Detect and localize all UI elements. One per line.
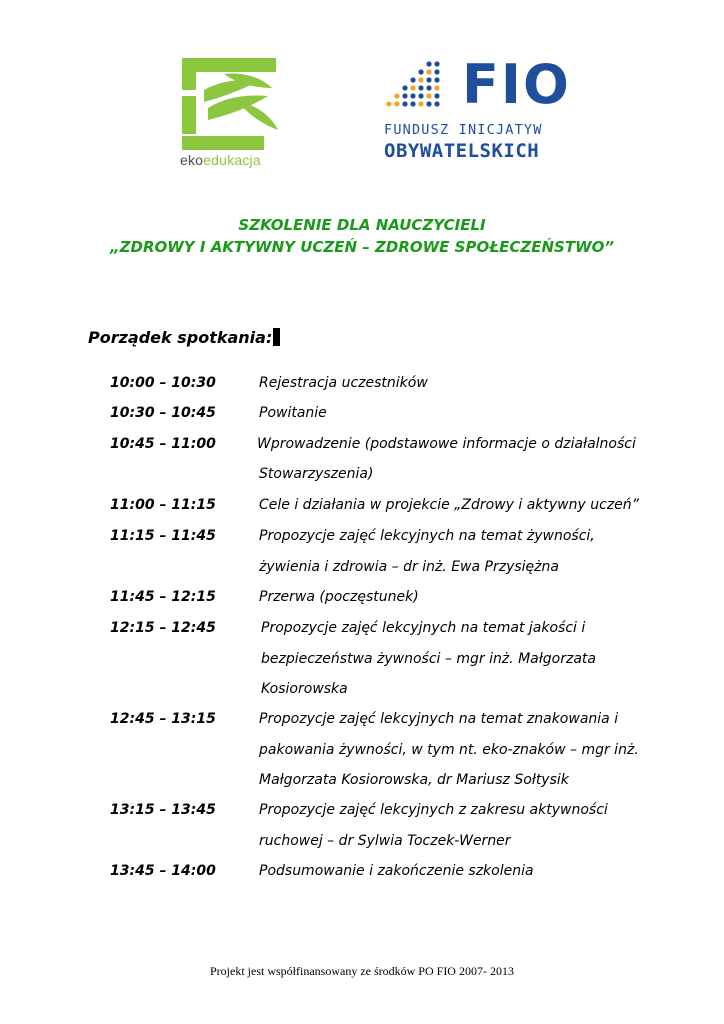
agenda-item-time: 10:30 – 10:45 bbox=[110, 405, 216, 421]
agenda-item-line: Kosiorowska bbox=[261, 681, 348, 697]
agenda-item-line: Stowarzyszenia) bbox=[259, 466, 374, 482]
agenda-item-line: Podsumowanie i zakończenie szkolenia bbox=[259, 863, 534, 879]
agenda-item-line: żywienia i zdrowia – dr inż. Ewa Przysiężna bbox=[259, 559, 559, 575]
agenda-item-line: Powitanie bbox=[259, 405, 327, 421]
fio-dots-icon bbox=[383, 60, 463, 110]
agenda-item-time: 13:45 – 14:00 bbox=[110, 863, 216, 879]
agenda-item-line: Propozycje zajęć lekcyjnych na temat jakości i bbox=[261, 620, 586, 636]
agenda-heading-text: Porządek spotkania: bbox=[88, 328, 273, 347]
agenda-item-line: Rejestracja uczestników bbox=[259, 375, 428, 391]
agenda-item-time: 11:00 – 11:15 bbox=[110, 497, 216, 513]
ekoedukacja-leaf-icon bbox=[168, 52, 290, 152]
agenda-item-line: pakowania żywności, w tym nt. eko-znaków – mgr inż. bbox=[259, 742, 639, 758]
fio-logo-title: FIO bbox=[462, 53, 571, 116]
agenda-item-time: 12:15 – 12:45 bbox=[110, 620, 216, 636]
agenda-item-line: Propozycje zajęć lekcyjnych z zakresu aktywności bbox=[259, 802, 608, 818]
footer-funding-note: Projekt jest współfinansowany ze środków PO FIO 2007- 2013 bbox=[210, 964, 514, 978]
document-title-line2: „ZDROWY I AKTYWNY UCZEŃ – ZDROWE SPOŁECZEŃSTWO” bbox=[109, 238, 615, 256]
agenda-item-line: Wprowadzenie (podstawowe informacje o działalności bbox=[257, 436, 636, 452]
agenda-heading bbox=[88, 328, 280, 347]
agenda-item-line: Przerwa (poczęstunek) bbox=[259, 589, 419, 605]
agenda-item-line: Propozycje zajęć lekcyjnych na temat żywności, bbox=[259, 528, 595, 544]
logo-eko-suffix: edukacja bbox=[203, 152, 261, 168]
ekoedukacja-logo-text bbox=[180, 152, 261, 168]
agenda-item-time: 13:15 – 13:45 bbox=[110, 802, 216, 818]
agenda-item-line: ruchowej – dr Sylwia Toczek-Werner bbox=[259, 833, 511, 849]
agenda-item-time: 11:15 – 11:45 bbox=[110, 528, 216, 544]
logo-eko-prefix: eko bbox=[180, 152, 204, 168]
agenda-item-time: 11:45 – 12:15 bbox=[110, 589, 216, 605]
agenda-item-line: Cele i działania w projekcie „Zdrowy i aktywny uczeń” bbox=[259, 497, 639, 513]
agenda-item-line: Propozycje zajęć lekcyjnych na temat znakowania i bbox=[259, 711, 619, 727]
agenda-item-time: 12:45 – 13:15 bbox=[110, 711, 216, 727]
agenda-item-line: bezpieczeństwa żywności – mgr inż. Małgorzata bbox=[261, 651, 596, 667]
agenda-item-time: 10:00 – 10:30 bbox=[110, 375, 216, 391]
fio-logo-line1: FUNDUSZ INICJATYW bbox=[384, 122, 543, 138]
text-cursor bbox=[273, 328, 280, 346]
agenda-item-time: 10:45 – 11:00 bbox=[110, 436, 216, 452]
fio-logo-line2: OBYWATELSKICH bbox=[384, 140, 540, 162]
document-title-line1: SZKOLENIE DLA NAUCZYCIELI bbox=[238, 216, 486, 234]
agenda-item-line: Małgorzata Kosiorowska, dr Mariusz Sołtysik bbox=[259, 772, 569, 788]
